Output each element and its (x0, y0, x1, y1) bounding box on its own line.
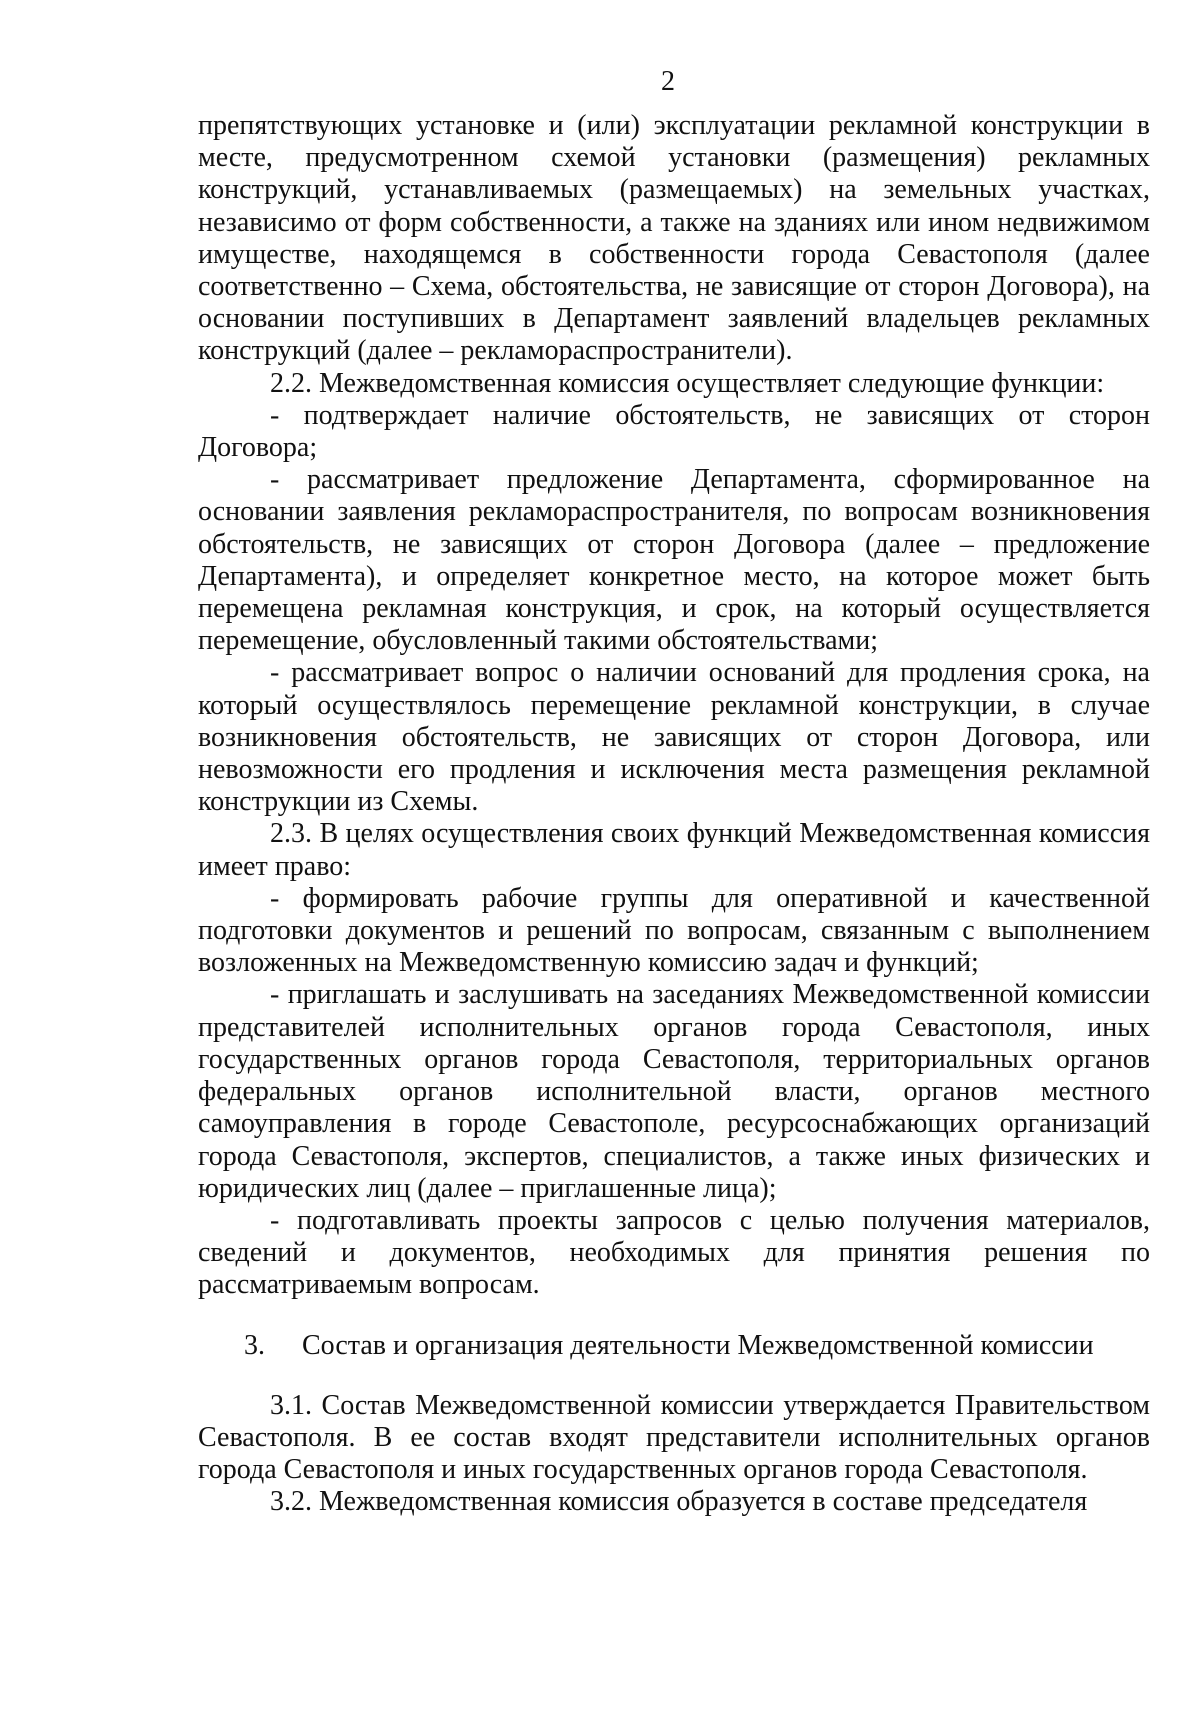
paragraph-3-1: 3.1. Состав Межведомственной комиссии утверждается Правительством Севастополя. В ее состав входят представители исполнительных органов города Севастополя и иных государственных органов города Севастополя. (198, 1389, 1150, 1486)
section-number: 3. (244, 1329, 265, 1361)
paragraph-2-3: 2.3. В целях осуществления своих функций Межведомственная комиссия имеет право: (198, 818, 1150, 882)
section-heading (198, 1302, 1150, 1390)
paragraph-2-2-item-3: - рассматривает вопрос о наличии оснований для продления срока, на который осуществлялось перемещение рекламной конструкции, в случае возникновения обстоятельств, не зависящих от сторон Договора, или невозможности его продления и исключения места размещения рекламной конструкции из Схемы. (198, 657, 1150, 818)
paragraph-2-3-item-2: - приглашать и заслушивать на заседаниях Межведомственной комиссии представителей исполнительных органов города Севастополя, иных государственных органов города Севастополя, территориальных органов федеральных органов исполнительной власти, органов местного самоуправления в городе Севастополе, ресурсоснабжающих организаций города Севастополя, экспертов, специалистов, а также иных физических и юридических лиц (далее – приглашенные лица); (198, 979, 1150, 1204)
paragraph-3-2: 3.2. Межведомственная комиссия образуется в составе председателя (270, 1486, 1088, 1518)
paragraph-2-2: 2.2. Межведомственная комиссия осуществляет следующие функции: (270, 367, 1105, 399)
page-number: 2 (661, 66, 675, 97)
document-body (198, 110, 1150, 1519)
paragraph-2-3-item-1: - формировать рабочие группы для оперативной и качественной подготовки документов и решений по вопросам, связанным с выполнением возложенных на Межведомственную комиссию задач и функций; (198, 882, 1150, 979)
paragraph-2-3-item-3: - подготавливать проекты запросов с целью получения материалов, сведений и документов, необходимых для принятия решения по рассматриваемым вопросам. (198, 1204, 1150, 1301)
paragraph-2-2-item-1: - подтверждает наличие обстоятельств, не зависящих от сторон Договора; (198, 399, 1150, 464)
paragraph-2-2-item-2: - рассматривает предложение Департамента, сформированное на основании заявления рекламораспространителя, по вопросам возникновения обстоятельств, не зависящих от сторон Договора (далее – предложение Департамента), и определяет конкретное место, на которое может быть перемещена рекламная конструкция, и срок, на который осуществляется перемещение, обусловленный такими обстоятельствами; (198, 464, 1150, 657)
paragraph-intro-continuation: препятствующих установке и (или) эксплуатации рекламной конструкции в месте, предусмотренном схемой установки (размещения) рекламных конструкций, устанавливаемых (размещаемых) на земельных участках, независимо от форм собственности, а также на зданиях или ином недвижимом имуществе, находящемся в собственности города Севастополя (далее соответственно – Схема, обстоятельства, не зависящие от сторон Договора), на основании поступивших в Департамент заявлений владельцев рекламных конструкций (далее – рекламораспространители). (198, 110, 1150, 367)
section-title: Состав и организация деятельности Межведомственной комиссии (302, 1329, 1094, 1361)
